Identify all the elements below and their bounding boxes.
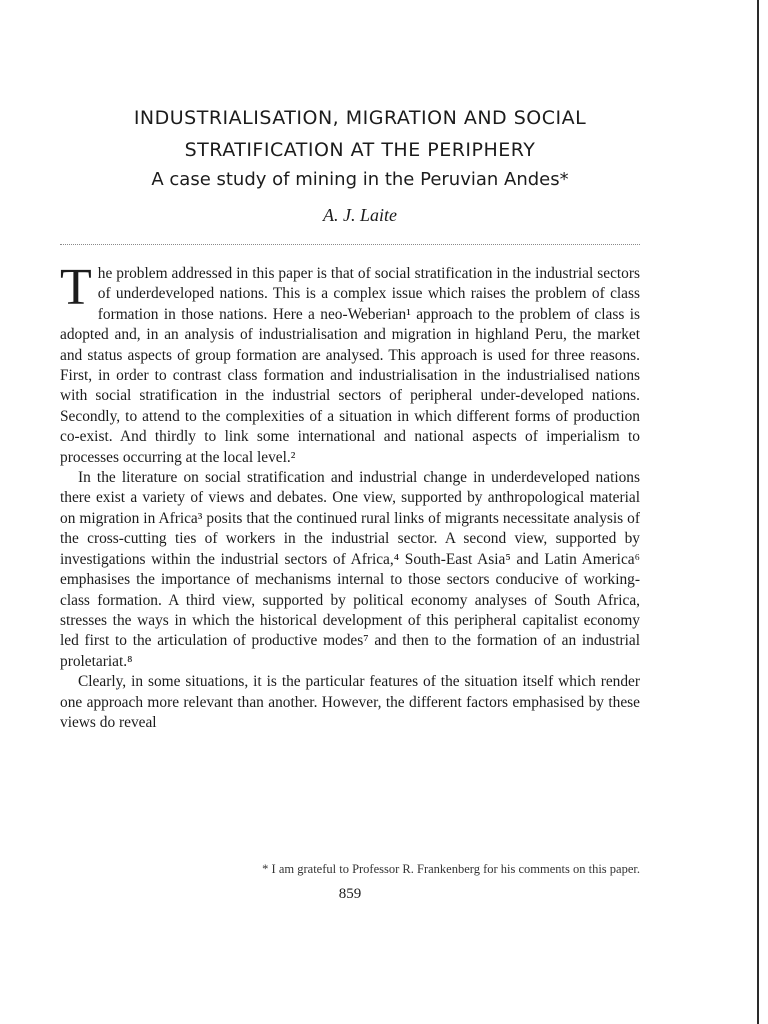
article-title-line-2: STRATIFICATION AT THE PERIPHERY (184, 139, 536, 161)
page-number: 859 (338, 886, 362, 902)
article-title-line-1: INDUSTRIALISATION, MIGRATION AND SOCIAL (133, 107, 587, 129)
body-paragraph-1 (60, 259, 640, 468)
paragraph-1-text: he problem addressed in this paper is that of social stratification in the industrial sectors of underdeveloped nations. This is a complex issue which raises the problem of class formation in those nations. Here a neo-Weberian¹ approach to the problem of class is adopted and, in an analysis of industrialisation and migration in highland Peru, the market and status aspects of group formation are analysed. This approach is used for three reasons. First, in order to contrast class formation and industrialisation in the industrialised nations with social stratification in the industrial sectors of peripheral under-developed nations. Secondly, to attend to the complexities of a situation in which different forms of production co-exist. And thirdly to link some international and national aspects of imperialism to processes occurring at the local level.² (60, 265, 640, 466)
footnote: * I am grateful to Professor R. Frankenberg for his comments on this paper. (262, 862, 640, 876)
page-edge-line (757, 0, 759, 1024)
drop-cap: T (60, 259, 92, 316)
body-paragraph-3: Clearly, in some situations, it is the particular features of the situation itself which render one approach more relevant than another. However, the different factors emphasised by these views do reveal (60, 673, 640, 731)
article-subtitle: A case study of mining in the Peruvian Andes* (151, 169, 569, 190)
article-body (60, 259, 640, 733)
body-paragraph-2: In the literature on social stratification and industrial change in underdeveloped nations there exist a variety of views and debates. One view, supported by anthropological material on migration in Africa³ posits that the continued rural links of migrants necessitate analysis of the cross-cutting ties of workers in the industrial sector. A second view, supported by investigations within the industrial sectors of Africa,⁴ South-East Asia⁵ and Latin America⁶ emphasises the importance of mechanisms internal to those sectors conducive of working-class formation. A third view, supported by political economy analyses of South Africa, stresses the ways in which the historical development of this peripheral capitalist economy led first to the articulation of productive modes⁷ and then to the formation of an industrial proletariat.⁸ (60, 469, 640, 670)
article-author: A. J. Laite (323, 205, 397, 225)
title-divider (60, 244, 640, 245)
